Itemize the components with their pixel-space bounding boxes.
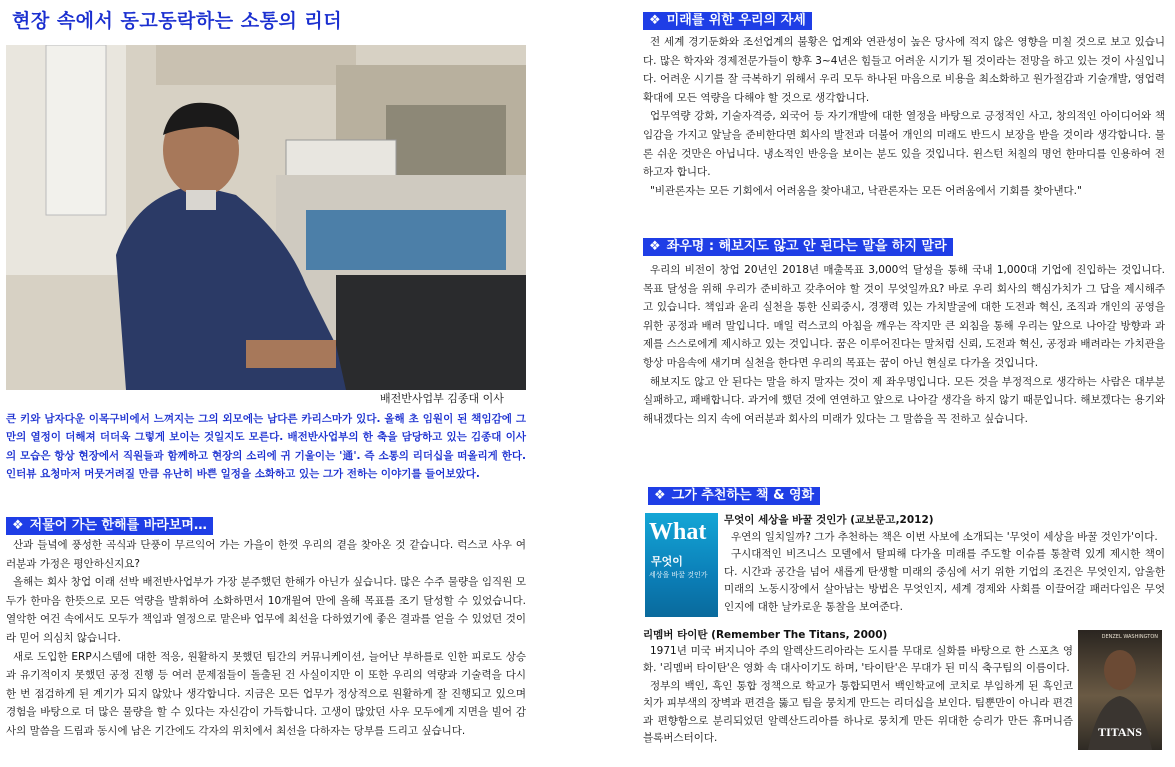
section-heading-2 xyxy=(643,12,812,30)
poster-title: TITANS xyxy=(1098,725,1142,739)
paragraph: 올해는 회사 창업 이래 선박 배전반사업부가 가장 분주했던 한해가 아닌가 싶습니다. 많은 수주 물량을 임직원 모두가 한마음 한뜻으로 모든 역량을 발휘하여 소화하면서 10개월여 만에 올해 목표를 조기 달성할 수 있었습니다. 열악한 여건 속에서도 모두가 책임과 열정으로 맡은바 업무에 최선을 다하였기에 좋은 결과를 얻을 수 있었던 것이라 믿어 의심치 않습니다. xyxy=(6,576,526,644)
movie-body xyxy=(643,643,1073,747)
interview-photo xyxy=(6,45,526,390)
paragraph: 1971년 미국 버지니아 주의 알렉산드리아라는 도시를 무대로 실화를 바탕으로 한 스포츠 영화. '리멤버 타이탄'은 영화 속 대사이기도 하며, '타이탄'은 무대가 된 미식 축구팀의 이름이다. xyxy=(643,645,1073,675)
paragraph: 해보지도 않고 안 된다는 말을 하지 말자는 것이 제 좌우명입니다. 모든 것을 부정적으로 생각하는 사람은 대부분 실패하고, 패배합니다. 과거에 했던 것에 연연하고 앞으로 나아갈 생각을 하지 않기 때문입니다. 해보겠다는 용기와 해내겠다는 의지 속에 여러분과 회사의 미래가 있다는 그 말씀을 꼭 전하고 싶습니다. xyxy=(643,375,1165,425)
article-title: 현장 속에서 동고동락하는 소통의 리더 xyxy=(12,10,343,32)
book-cover-title-en: What xyxy=(649,519,707,545)
poster-actor: DENZEL WASHINGTON xyxy=(1101,634,1158,640)
diamond-icon: ❖ xyxy=(12,518,24,533)
paragraph: 정부의 백인, 흑인 통합 정책으로 학교가 통합되면서 백인학교에 코치로 부임하게 된 흑인코치가 피부색의 장벽과 편견을 뚫고 팀을 뭉치게 만드는 리더십을 보인다. 팀뿐만이 아니라 편견과 편향함으로 분리되었던 알렉산드리아를 하나로 뭉치게 만든 위대한 승리가 만든 휴머니즘 블록버스터이다. xyxy=(643,679,1073,745)
section-heading-4-label: 그가 추천하는 책 & 영화 xyxy=(671,488,815,503)
section-heading-3-label: 좌우명 : 해보지도 않고 안 된다는 말을 하지 말라 xyxy=(666,239,947,254)
section-heading-2-label: 미래를 위한 우리의 자세 xyxy=(666,13,806,28)
diamond-icon: ❖ xyxy=(649,13,661,28)
section-2-body xyxy=(643,33,1165,200)
book-cover xyxy=(645,513,718,617)
paragraph: 우리의 비전이 창업 20년인 2018년 매출목표 3,000억 달성을 통해 국내 1,000대 기업에 진입하는 것입니다. 목표 달성을 위해 우리가 준비하고 갖추어야 할 것이 무엇일까요? 바로 우리 회사의 핵심가치가 그 답을 제시해주고 있습니다. 책임과 윤리 실천을 통한 신뢰중시, 경쟁력 있는 가치발굴에 대한 도전과 혁신, 조직과 개인의 공영을 위한 공정과 배려 말입니다. 매일 럭스코의 아침을 깨우는 작지만 큰 외침을 통해 우리는 앞으로 나아갈 방향과 과제를 스스로에게 제시하고 있는 것입니다. 꿈은 이루어진다는 말처럼 신뢰, 도전과 혁신, 공정과 배려라는 가치관을 항상 마음속에 새기며 실천을 한다면 우리의 목표는 꿈이 아닌 현실로 다가올 것입니다. xyxy=(643,264,1165,369)
section-heading-4 xyxy=(648,487,820,505)
paragraph: 산과 들녘에 풍성한 곡식과 단풍이 무르익어 가는 가을이 한껏 우리의 곁을 찾아온 것 같습니다. 럭스코 사우 여러분과 가정은 평안하신지요? xyxy=(6,539,526,570)
section-3-body xyxy=(643,261,1165,428)
section-heading-3 xyxy=(643,238,953,256)
book-cover-title-ko: 무엇이 xyxy=(651,555,683,568)
paragraph: 새로 도입한 ERP시스템에 대한 적응, 원활하지 못했던 팀간의 커뮤니케이션, 늘어난 부하를로 인한 피로도 상승과 유기적이지 못했던 공정 진행 등 여러 문제점들이 돌출된 건 사실이지만 이 또한 우리의 역량과 기술력을 다시 한 번 점검하게 된 계기가 되지 않았나 생각합니다. 지금은 모든 업무가 정상적으로 원활하게 잘 진행되고 있으며 경험을 바탕으로 더 많은 물량을 할 수 있다는 자신감이 가득합니다. 고생이 많았던 사우 모두에게 지면을 빌어 감사의 말씀을 드림과 동시에 남은 기간에도 각자의 위치에서 최선을 다하자는 당부를 드리고 싶습니다. xyxy=(6,650,526,737)
paragraph: 우연의 일치일까? 그가 추천하는 책은 이번 사보에 소개되는 '무엇이 세상을 바꿀 것인가'이다. xyxy=(731,531,1158,543)
photo-caption: 배전반사업부 김종대 이사 xyxy=(380,392,504,405)
paragraph: 전 세계 경기둔화와 조선업계의 불황은 업계와 연관성이 높은 당사에 적지 않은 영향을 미칠 것으로 보고 있습니다. 많은 학자와 경제전문가들이 향후 3~4년은 힘들고 어려운 시기가 될 것이라는 전망을 하고 있는 것이 사실입니다. 어려운 시기를 잘 극복하기 위해서 우리 모두 하나된 마음으로 비용을 최소화하고 원가절감과 기술개발, 영업력 확대에 모든 역량을 다해야 할 것으로 생각합니다. xyxy=(643,36,1165,104)
book-title: 무엇이 세상을 바꿀 것인가 (교보문고,2012) xyxy=(724,514,934,526)
movie-poster xyxy=(1078,630,1162,750)
paragraph: 구시대적인 비즈니스 모델에서 탈피해 다가올 미래를 주도할 이슈를 통찰력 있게 제시한 책이다. 시간과 공간을 넘어 새롭게 탄생할 미래의 중심에 서기 위한 기업의 조건은 무엇인지, 암울한 미래의 노동시장에서 살아남는 방법은 무엇인지, 세계 경제와 사회를 이끌어갈 패러다임은 무엇인지에 대한 날카로운 통찰을 보여준다. xyxy=(724,548,1165,613)
movie-title: 리멤버 타이탄 (Remember The Titans, 2000) xyxy=(643,629,888,641)
diamond-icon: ❖ xyxy=(649,239,661,254)
diamond-icon: ❖ xyxy=(654,488,666,503)
quote: "비관론자는 모든 기회에서 어려움을 찾아내고, 낙관론자는 모든 어려움에서 기회를 찾아낸다." xyxy=(650,184,1082,197)
book-body xyxy=(724,529,1165,616)
section-1-body xyxy=(6,536,526,741)
section-heading-1-label: 저물어 가는 한해를 바라보며… xyxy=(29,518,207,533)
paragraph: 업무역량 강화, 기술자격증, 외국어 등 자기개발에 대한 열정을 바탕으로 긍정적인 사고, 창의적인 아이디어와 책임감을 가지고 앞날을 준비한다면 회사의 발전과 더불어 개인의 미래도 반드시 보장을 받을 것이라 생각합니다. 물론 쉬운 것만은 아닙니다. 냉소적인 반응을 보이는 분도 있을 것입니다. 윈스턴 처칠의 명언 한마디를 인용하여 전하고자 합니다. xyxy=(643,110,1165,179)
section-heading-1 xyxy=(6,517,213,535)
intro-text: 큰 키와 남자다운 이목구비에서 느껴지는 그의 외모에는 남다른 카리스마가 있다. 올해 초 임원이 된 책임감에 그만의 열정이 더해져 더더욱 그렇게 보이는 것일지도 모른다. 배전반사업부의 한 축을 담당하고 있는 김종대 이사의 모습은 항상 현장에서 직원들과 함께하고 현장의 소리에 귀 기울이는 '通'. 즉 소통의 리더십을 떠올리게 한다. 인터뷰 요청마저 머뭇거려질 만큼 유난히 바쁜 일정을 소화하고 있는 그가 전하는 이야기를 들어보았다. xyxy=(6,413,526,480)
book-cover-subtitle: 세상을 바꿀 것인가 xyxy=(649,571,708,579)
